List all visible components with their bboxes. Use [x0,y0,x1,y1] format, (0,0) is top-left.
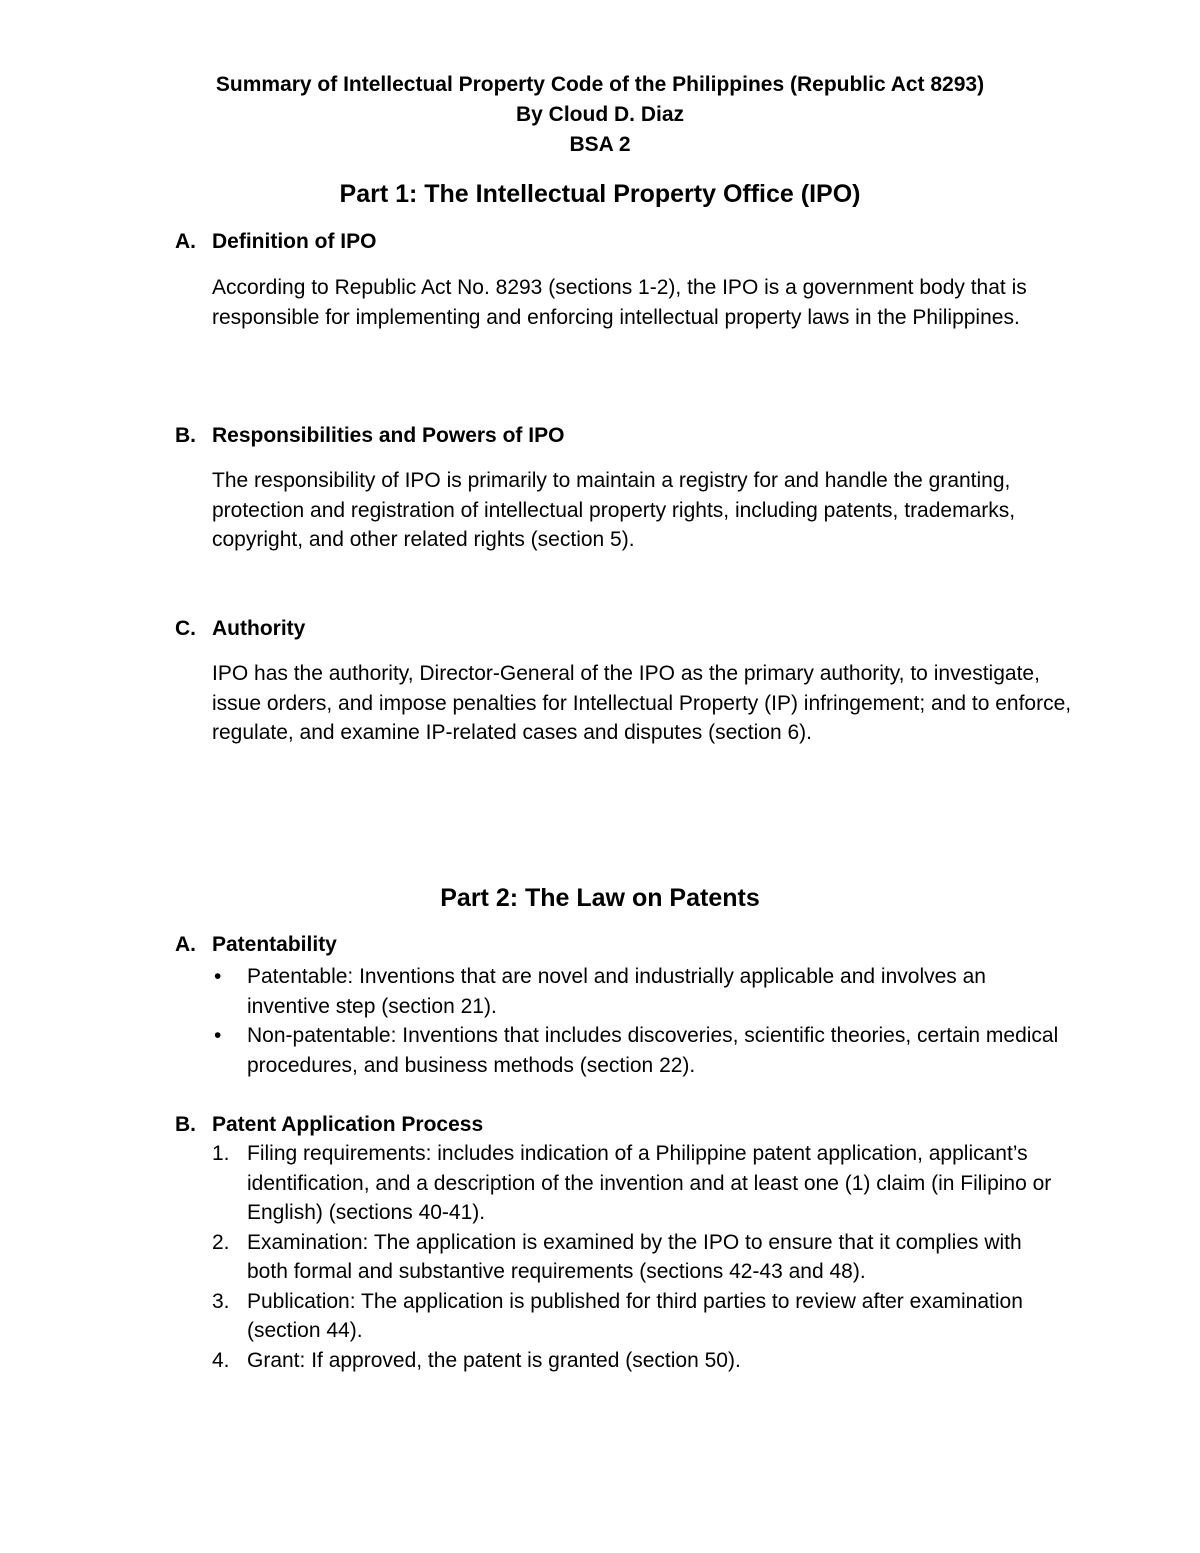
part-2-title: Part 2: The Law on Patents [440,884,760,912]
section-heading-text: Patent Application Process [212,1113,484,1136]
list-item-text: Examination: The application is examined by the IPO to ensure that it complies with both formal and substantive requirements (sections 42-43 and 48). [247,1230,1022,1283]
section-heading-text: Authority [212,617,306,640]
part-2-section-b-heading [175,1110,483,1140]
part-2-section-a-heading [175,930,337,960]
list-item [212,1139,1062,1228]
part-1-title: Part 1: The Intellectual Property Office (IPO) [339,180,861,208]
part-1-section-b-heading [175,421,564,451]
document-title: Summary of Intellectual Property Code of the Philippines (Republic Act 8293) [215,73,985,96]
section-letter: B. [175,424,196,447]
list-item-text: Publication: The application is published for third parties to review after examination (section 44). [247,1289,1023,1342]
list-item-text: Grant: If approved, the patent is granted (section 50). [247,1348,741,1372]
list-item [212,1346,1062,1376]
list-item-text: Filing requirements: includes indication of a Philippine patent application, applicant’s identification, and a description of the invention and at least one (1) claim (in Filipino or English) (sections 40-41). [247,1142,1052,1224]
list-item-text: Non-patentable: Inventions that includes discoveries, scientific theories, certain medical procedures, and business methods (section 22). [247,1024,1059,1077]
document-header [0,70,1200,160]
section-letter: B. [175,1113,196,1136]
list-item-number: 4. [212,1348,230,1372]
part-1-section-c-text: IPO has the authority, Director-General of the IPO as the primary authority, to investigate, issue orders, and impose penalties for Intellectual Property (IP) infringement; and to enforce, regulate, and examine IP-related cases and disputes (section 6). [212,662,1072,744]
section-heading-text: Patentability [212,933,337,956]
list-item-number: 1. [212,1142,230,1165]
patentability-list [212,962,1062,1080]
list-item-text: Patentable: Inventions that are novel and industrially applicable and involves an inventive step (section 21). [247,965,986,1018]
list-item [212,1287,1062,1346]
section-letter: A. [175,933,196,956]
list-item-number: 2. [212,1230,230,1254]
list-item-number: 3. [212,1289,230,1313]
part-1-section-a-heading [175,227,376,257]
part-1-section-a-text: According to Republic Act No. 8293 (sections 1-2), the IPO is a government body that is responsible for implementing and enforcing intellectual property laws in the Philippines. [212,276,1027,329]
application-process-list [212,1139,1062,1375]
section-heading-text: Responsibilities and Powers of IPO [212,424,565,447]
bullet-icon: • [214,965,222,988]
bullet-icon: • [214,1024,222,1047]
section-letter: C. [175,617,196,640]
document-course: BSA 2 [569,133,631,156]
list-item [212,962,1062,1021]
part-1-section-b-text: The responsibility of IPO is primarily to maintain a registry for and handle the granting, protection and registration of intellectual property rights, including patents, trademarks, copyright, and other related rights (section 5). [212,469,1016,551]
document-author: By Cloud D. Diaz [515,103,684,126]
list-item [212,1021,1062,1080]
list-item [212,1228,1062,1287]
section-letter: A. [175,230,196,253]
part-1-section-c-heading [175,614,305,644]
section-heading-text: Definition of IPO [212,230,377,253]
